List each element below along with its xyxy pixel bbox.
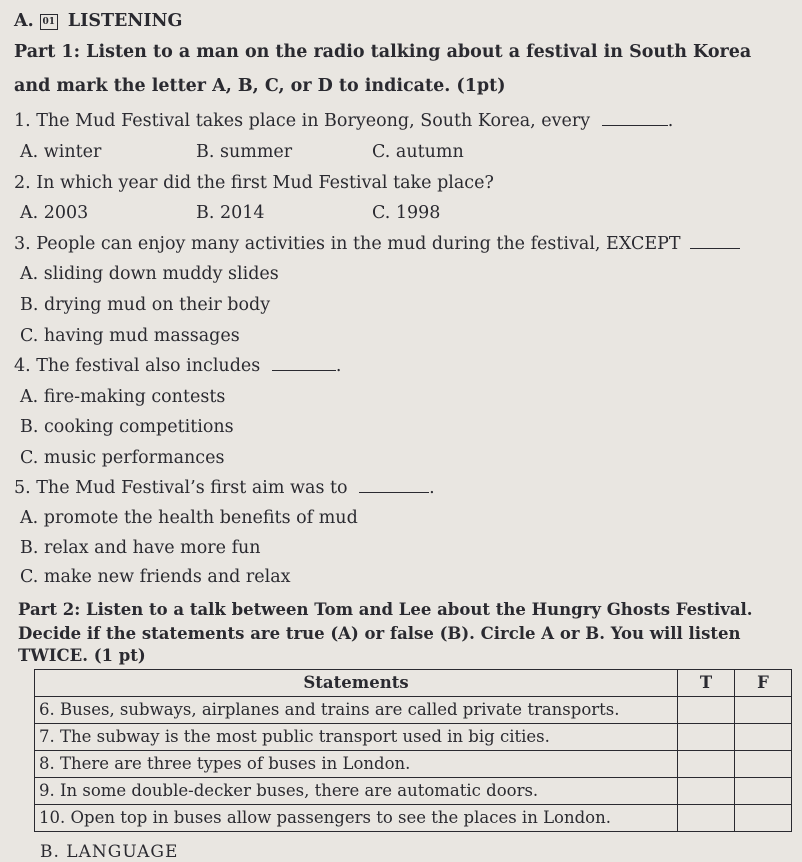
q4-option-a[interactable]: A. fire-making contests <box>20 387 226 407</box>
answer-blank-1[interactable] <box>602 111 668 126</box>
table-row <box>35 751 792 778</box>
answer-blank-5[interactable] <box>359 478 429 493</box>
q5-option-a[interactable]: A. promote the health benefits of mud <box>20 508 358 528</box>
statement-9-true-cell[interactable] <box>678 778 735 805</box>
statement-7: 7. The subway is the most public transport used in big cities. <box>35 724 678 751</box>
statements-table <box>34 669 792 832</box>
question-2 <box>14 172 494 194</box>
statement-7-false-cell[interactable] <box>735 724 792 751</box>
question-2-text: 2. In which year did the first Mud Festival take place? <box>14 173 494 193</box>
section-a-letter: A. <box>14 11 34 31</box>
part1-instruction-line1: Part 1: Listen to a man on the radio talking about a festival in South Korea <box>14 42 752 62</box>
statement-9: 9. In some double-decker buses, there are automatic doors. <box>35 778 678 805</box>
statement-10: 10. Open top in buses allow passengers to see the places in London. <box>35 805 678 832</box>
part2-instruction-line3: TWICE. (1 pt) <box>18 646 146 665</box>
section-a-title: LISTENING <box>67 11 183 31</box>
q3-option-a[interactable]: A. sliding down muddy slides <box>20 264 279 284</box>
answer-blank-4[interactable] <box>272 356 336 371</box>
question-4-text: 4. The festival also includes <box>14 356 261 376</box>
statement-8: 8. There are three types of buses in London. <box>35 751 678 778</box>
table-row <box>35 805 792 832</box>
statements-header: Statements <box>35 670 678 697</box>
answer-blank-3[interactable] <box>690 234 740 249</box>
question-3-text: 3. People can enjoy many activities in the mud during the festival, EXCEPT <box>14 234 681 254</box>
statement-8-false-cell[interactable] <box>735 751 792 778</box>
statement-6-false-cell[interactable] <box>735 697 792 724</box>
false-header: F <box>735 670 792 697</box>
question-1-text: 1. The Mud Festival takes place in Boryeong, South Korea, every <box>14 111 591 131</box>
q4-option-b[interactable]: B. cooking competitions <box>20 417 234 437</box>
q1-option-c[interactable]: C. autumn <box>372 142 464 162</box>
section-a-heading <box>14 10 182 32</box>
true-header: T <box>678 670 735 697</box>
q2-option-c[interactable]: C. 1998 <box>372 203 441 223</box>
question-3 <box>14 233 740 255</box>
headphones-icon: 01 <box>40 14 58 30</box>
table-header-row <box>35 670 792 697</box>
table-row <box>35 778 792 805</box>
q1-option-a[interactable]: A. winter <box>20 142 102 162</box>
q4-option-c[interactable]: C. music performances <box>20 448 225 468</box>
part1-instruction-line2: and mark the letter A, B, C, or D to indicate. (1pt) <box>14 76 506 96</box>
statement-6-true-cell[interactable] <box>678 697 735 724</box>
q3-option-b[interactable]: B. drying mud on their body <box>20 295 271 315</box>
q2-option-a[interactable]: A. 2003 <box>20 203 89 223</box>
q5-option-b[interactable]: B. relax and have more fun <box>20 538 261 558</box>
part2-instruction-line1: Part 2: Listen to a talk between Tom and Lee about the Hungry Ghosts Festival. <box>18 600 753 619</box>
q5-option-c[interactable]: C. make new friends and relax <box>20 567 291 587</box>
statement-10-false-cell[interactable] <box>735 805 792 832</box>
q3-option-c[interactable]: C. having mud massages <box>20 326 240 346</box>
part2-instruction-line2: Decide if the statements are true (A) or false (B). Circle A or B. You will listen <box>18 624 741 643</box>
question-5: 5. The Mud Festival’s first aim was to . <box>14 478 435 498</box>
section-b-heading: B. LANGUAGE <box>40 842 179 862</box>
q1-option-b[interactable]: B. summer <box>196 142 293 162</box>
statement-7-true-cell[interactable] <box>678 724 735 751</box>
statement-8-true-cell[interactable] <box>678 751 735 778</box>
question-5-text: 5. The Mud Festival’s first aim was to <box>14 478 348 498</box>
q2-option-b[interactable]: B. 2014 <box>196 203 265 223</box>
statement-6: 6. Buses, subways, airplanes and trains are called private transports. <box>35 697 678 724</box>
question-4: 4. The festival also includes . <box>14 356 342 376</box>
statement-9-false-cell[interactable] <box>735 778 792 805</box>
table-row <box>35 724 792 751</box>
question-1: 1. The Mud Festival takes place in Boryeong, South Korea, every . <box>14 111 674 131</box>
table-row <box>35 697 792 724</box>
statement-10-true-cell[interactable] <box>678 805 735 832</box>
